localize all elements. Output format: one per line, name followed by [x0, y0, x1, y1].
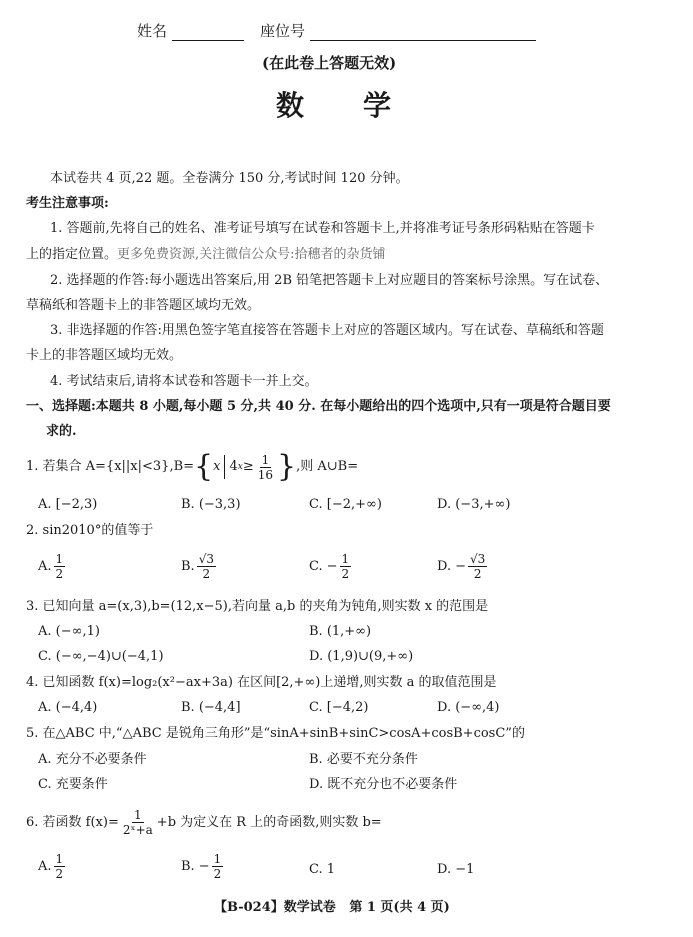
q1-set-bar [224, 455, 225, 479]
notice-item-2a: 2. 选择题的作答:每小题选出答案后,用 2B 铅笔把答题卡上对应题目的答案标号涂黑。写在试卷、 [50, 273, 609, 288]
q2c-sign: − [326, 558, 338, 574]
invalid-notice: (在此卷上答题无效) [262, 54, 397, 72]
q3-option-d: D. (1,9)∪(9,+∞) [309, 649, 414, 664]
q2b-num: √3 [198, 552, 214, 566]
q6-option-d: D. −1 [437, 862, 475, 877]
q2b-fraction [197, 552, 216, 581]
page-footer: 【B-024】数学试卷 第 1 页(共 4 页) [214, 900, 450, 915]
q2d-label: D. [437, 558, 452, 574]
q5-option-d: D. 既不充分也不必要条件 [309, 777, 458, 792]
intro-text: 本试卷共 4 页,22 题。全卷满分 150 分,考试时间 120 分钟。 [50, 171, 409, 186]
q4-option-a: A. (−4,4) [38, 700, 98, 715]
q6-option-a [38, 852, 67, 881]
notice-item-1a: 1. 答题前,先将自己的姓名、准考证号填写在试卷和答题卡上,并将准考证号条形码粘贴在答题卡 [50, 221, 595, 236]
name-blank [172, 21, 244, 41]
q3-option-a: A. (−∞,1) [38, 624, 100, 639]
q1-left-brace: { [194, 449, 214, 484]
watermark-text: 更多免费资源,关注微信公众号:拾穗者的杂货铺 [117, 247, 386, 262]
q4-option-b: B. (−4,4] [181, 700, 241, 715]
q2c-fraction [340, 552, 352, 581]
q2d-den: 2 [473, 567, 482, 581]
question-2-stem: 2. sin2010°的值等于 [26, 523, 154, 538]
q2a-den: 2 [55, 567, 64, 581]
section-heading-line2: 求的. [46, 424, 77, 439]
q1-option-d: D. (−3,+∞) [437, 497, 511, 512]
q2d-fraction [468, 552, 487, 581]
q6-frac-num: 1 [134, 808, 142, 822]
q1-stem-b: ,则 A∪B= [296, 459, 359, 474]
notice-heading: 考生注意事项: [26, 196, 109, 211]
q2a-num: 1 [55, 552, 64, 566]
q6a-num: 1 [55, 852, 64, 866]
q3-option-b: B. (1,+∞) [309, 624, 372, 639]
question-1-stem [26, 449, 359, 484]
q1-exp: x [237, 462, 243, 472]
notice-item-1b [26, 246, 386, 264]
q6-stem-b: +b 为定义在 R 上的奇函数,则实数 b= [156, 814, 382, 830]
question-3-stem: 3. 已知向量 a=(x,3),b=(12,x−5),若向量 a,b 的夹角为钝角,则实数 x 的范围是 [26, 599, 489, 614]
question-6-stem [26, 808, 382, 837]
notice-item-3a: 3. 非选择题的作答:用黑色签字笔直接答在答题卡上对应的答题区域内。写在试卷、草稿纸和答题 [50, 323, 604, 338]
q6a-den: 2 [55, 867, 64, 881]
q2b-den: 2 [202, 567, 211, 581]
name-label: 姓名 [137, 22, 168, 40]
q5-option-b: B. 必要不充分条件 [309, 752, 418, 767]
q2d-num: √3 [470, 552, 486, 566]
q6b-num: 1 [213, 852, 222, 866]
q3-option-c: C. (−∞,−4)∪(−4,1) [38, 649, 164, 664]
seat-blank [310, 21, 536, 41]
q1-stem-a: 1. 若集合 A={x||x|<3},B= [26, 459, 195, 474]
q2-option-b [181, 552, 218, 581]
q5-option-c: C. 充要条件 [38, 777, 108, 792]
q2-option-d [437, 552, 489, 581]
question-5-stem: 5. 在△ABC 中,“△ABC 是锐角三角形”是“sinA+sinB+sinC>cosA+cosB+cosC”的 [26, 726, 525, 741]
notice-item-3b: 卡上的非答题区域均无效。 [26, 348, 183, 363]
q6b-label: B. [181, 858, 195, 874]
q6-frac-den: 2ˣ+a [122, 823, 153, 837]
q6a-label: A. [38, 858, 52, 874]
notice-item-1b-text: 上的指定位置。 [26, 247, 118, 262]
q6-fraction [121, 808, 155, 837]
q4-option-c: C. [−4,2) [309, 700, 369, 715]
q1-ge: ≥ [242, 459, 254, 474]
q1-set-var: x [213, 459, 221, 474]
q6b-fraction [212, 852, 224, 881]
q1-option-b: B. (−3,3) [181, 497, 241, 512]
q2-option-a [38, 552, 67, 581]
q1-frac-num: 1 [261, 452, 270, 467]
q2c-label: C. [309, 558, 323, 574]
q2a-fraction [54, 552, 66, 581]
q6a-fraction [54, 852, 66, 881]
question-4-stem: 4. 已知函数 f(x)=log₂(x²−ax+3a) 在区间[2,+∞)上递增,则实数 a 的取值范围是 [26, 675, 497, 690]
q6-option-b [181, 852, 225, 881]
q2-option-c [309, 552, 353, 581]
notice-item-4: 4. 考试结束后,请将本试卷和答题卡一并上交。 [50, 374, 318, 389]
q6b-den: 2 [213, 867, 222, 881]
q2b-label: B. [181, 558, 195, 574]
q1-frac-den: 16 [257, 467, 274, 482]
q2d-sign: − [455, 558, 466, 574]
q1-base: 4 [229, 459, 238, 474]
q2c-num: 1 [341, 552, 350, 566]
notice-item-2b: 草稿纸和答题卡上的非答题区域均无效。 [26, 298, 261, 313]
q1-option-c: C. [−2,+∞) [309, 497, 382, 512]
page-title: 数 学 [276, 89, 395, 122]
q2c-den: 2 [341, 567, 350, 581]
q5-option-a: A. 充分不必要条件 [38, 752, 147, 767]
q1-fraction [256, 453, 275, 482]
seat-label: 座位号 [260, 22, 306, 40]
q6-stem-a: 6. 若函数 f(x)= [26, 814, 119, 830]
q1-option-a: A. [−2,3) [38, 497, 98, 512]
q2a-label: A. [38, 558, 52, 574]
q6b-sign: − [198, 858, 210, 874]
q4-option-d: D. (−∞,4) [437, 700, 500, 715]
q6-option-c: C. 1 [309, 862, 336, 877]
section-heading-line1: 一、选择题:本题共 8 小题,每小题 5 分,共 40 分. 在每小题给出的四个选项中,只有一项是符合题目要 [26, 399, 611, 414]
q1-right-brace: } [277, 449, 297, 484]
